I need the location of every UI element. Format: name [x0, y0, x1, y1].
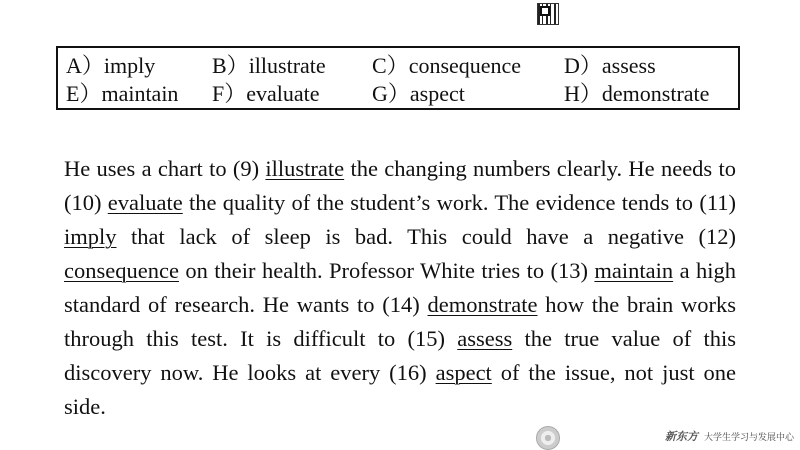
answer-16: aspect: [435, 360, 492, 385]
option-d: [564, 52, 656, 80]
brand-subtitle: 大学生学习与发展中心: [704, 433, 795, 443]
answer-14: demonstrate: [427, 292, 538, 317]
option-h: [564, 80, 709, 108]
option-word: maintain: [101, 81, 179, 106]
option-word: imply: [103, 53, 156, 78]
answer-15: assess: [457, 326, 513, 351]
passage-segment: that lack of sleep is bad. This could have a negative (12): [116, 224, 736, 249]
qr-code-icon: [537, 3, 559, 25]
option-letter: D）: [564, 53, 602, 78]
passage-segment: how the brain works through this test. It is difficult to (15): [64, 292, 737, 351]
passage-segment: a high standard of research. He wants to (14): [64, 258, 736, 317]
answer-12: consequence: [64, 258, 179, 283]
option-word: illustrate: [248, 53, 326, 78]
option-letter: F）: [212, 81, 247, 106]
option-b: [212, 52, 326, 80]
passage-segment: on their health. Professor White tries to (13): [178, 258, 595, 283]
option-word: assess: [601, 53, 656, 78]
answer-11: imply: [64, 224, 117, 249]
answer-13: maintain: [594, 258, 674, 283]
answer-9: illustrate: [265, 156, 345, 181]
wechat-qr-icon: [536, 426, 560, 450]
option-letter: C）: [372, 53, 409, 78]
passage-segment: the changing numbers clearly. He needs to (10): [64, 156, 736, 215]
brand-logo: 新东方: [665, 431, 698, 443]
option-letter: H）: [564, 81, 602, 106]
option-f: [212, 80, 320, 108]
option-a: [66, 52, 155, 80]
option-letter: A）: [66, 53, 104, 78]
option-word: evaluate: [246, 81, 320, 106]
passage-segment: the quality of the student’s work. The evidence tends to (11): [182, 190, 736, 215]
option-letter: E）: [66, 81, 102, 106]
passage-segment: He uses a chart to (9): [64, 156, 266, 181]
option-word: consequence: [408, 53, 522, 78]
option-word: demonstrate: [601, 81, 710, 106]
passage-segment: of the issue, not just one side.: [64, 360, 736, 419]
word-bank-box: [56, 46, 740, 110]
option-e: [66, 80, 178, 108]
option-letter: G）: [372, 81, 410, 106]
passage-text: [64, 152, 736, 424]
passage-segment: the true value of this discovery now. He looks at every (16): [64, 326, 736, 385]
option-c: [372, 52, 521, 80]
option-g: [372, 80, 465, 108]
answer-10: evaluate: [107, 190, 183, 215]
option-letter: B）: [212, 53, 249, 78]
option-word: aspect: [409, 81, 465, 106]
